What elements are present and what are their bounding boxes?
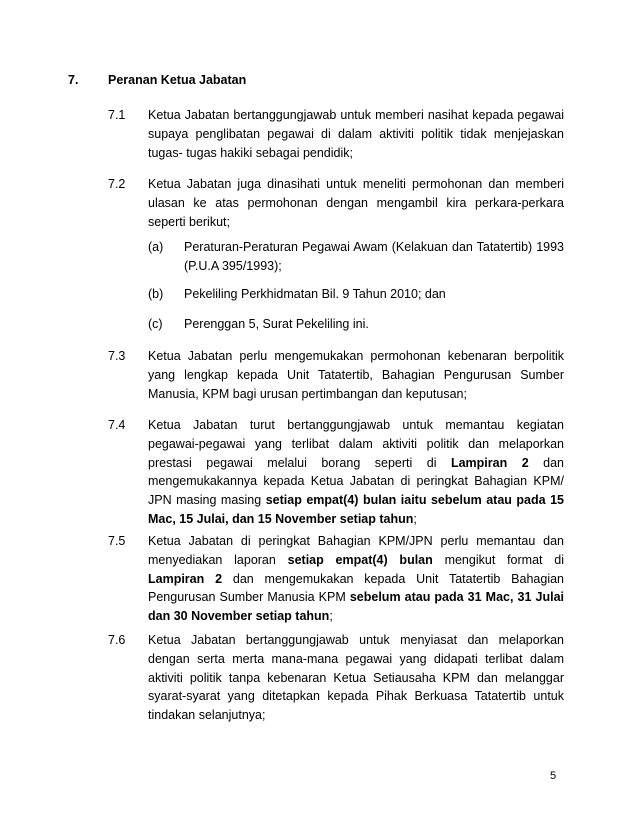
section-number: 7.	[68, 73, 79, 87]
paragraph-number: 7.1	[108, 108, 126, 122]
paragraph-7-4	[108, 416, 564, 529]
paragraph-number: 7.3	[108, 349, 126, 363]
paragraph-7-5	[108, 532, 564, 626]
paragraph-text	[148, 175, 564, 231]
paragraph-text	[148, 532, 564, 626]
paragraph-text	[148, 347, 564, 403]
bold-text: setiap empat(4) bulan	[287, 552, 433, 567]
subitem-label: (c)	[148, 317, 163, 331]
text-run: Ketua Jabatan turut bertanggungjawab untuk memantau kegiatan pegawai-pegawai yang terlibat dalam aktiviti politik dan melaporkan prestasi pegawai melalui borang seperti di	[148, 418, 564, 470]
page-number: 5	[550, 770, 557, 782]
paragraph-text	[148, 106, 564, 162]
text-run: Ketua Jabatan perlu mengemukakan permohonan kebenaran berpolitik yang lengkap kepada Unit Tatatertib, Bahagian Pengurusan Sumber Manusia, KPM bagi urusan pertimbangan dan keputusan;	[148, 349, 564, 401]
paragraph-number: 7.6	[108, 633, 126, 647]
paragraph-7-6	[108, 631, 564, 725]
text-run: ;	[329, 609, 333, 624]
subitem-label: (a)	[148, 240, 164, 254]
bold-text: Lampiran 2	[148, 571, 223, 586]
subitem-c	[148, 315, 564, 334]
paragraph-7-1	[108, 106, 564, 162]
subitem-text: Pekeliling Perkhidmatan Bil. 9 Tahun 2010; dan	[184, 287, 446, 301]
text-run: dan mengemukakannya kepada Ketua Jabatan di peringkat Bahagian KPM/ JPN masing masing	[148, 455, 564, 508]
paragraph-7-3	[108, 347, 564, 403]
paragraph-text	[148, 631, 564, 725]
paragraph-number: 7.5	[108, 534, 126, 548]
paragraph-7-2	[108, 175, 564, 231]
text-run: Ketua Jabatan bertanggungjawab untuk memberi nasihat kepada pegawai supaya penglibatan pegawai di dalam aktiviti politik tidak menjejaskan tugas- tugas hakiki sebagai pendidik;	[148, 108, 564, 160]
subitem-text: Peraturan-Peraturan Pegawai Awam (Kelakuan dan Tatatertib) 1993 (P.U.A 395/1993);	[184, 240, 564, 273]
bold-text: setiap empat(4) bulan iaitu sebelum atau pada 15 Mac, 15 Julai, dan 15 November setiap tahun	[148, 493, 564, 526]
subitem-b	[148, 285, 564, 304]
subitem-label: (b)	[148, 287, 164, 301]
section-title: Peranan Ketua Jabatan	[108, 73, 247, 87]
paragraph-text	[148, 416, 564, 529]
paragraph-number: 7.4	[108, 418, 126, 432]
bold-text: sebelum atau pada 31 Mac, 31 Julai dan 30 November setiap tahun	[148, 590, 564, 624]
subitem-text: Perenggan 5, Surat Pekeliling ini.	[184, 317, 369, 331]
text-run: mengikut format di	[432, 552, 565, 567]
text-run: Ketua Jabatan juga dinasihati untuk meneliti permohonan dan memberi ulasan ke atas permohonan dengan mengambil kira perkara-perkara seperti berikut;	[148, 177, 564, 229]
text-run: Ketua Jabatan di peringkat Bahagian KPM/JPN perlu memantau dan menyediakan laporan	[148, 534, 564, 567]
bold-text: Lampiran 2	[450, 455, 529, 470]
text-run: Ketua Jabatan bertanggungjawab untuk menyiasat dan melaporkan dengan serta merta mana-mana pegawai yang didapati terlibat dalam aktiviti politik tanpa kebenaran Ketua Setiausaha KPM dan melanggar syarat-syarat yang ditetapkan kepada Pihak Berkuasa Tatatertib untuk tindakan selanjutnya;	[148, 633, 564, 723]
text-run: ;	[413, 511, 417, 526]
paragraph-number: 7.2	[108, 177, 126, 191]
subitem-a	[148, 238, 564, 276]
text-run: dan mengemukakan kepada Unit Tatatertib Bahagian Pengurusan Sumber Manusia KPM	[148, 571, 565, 605]
